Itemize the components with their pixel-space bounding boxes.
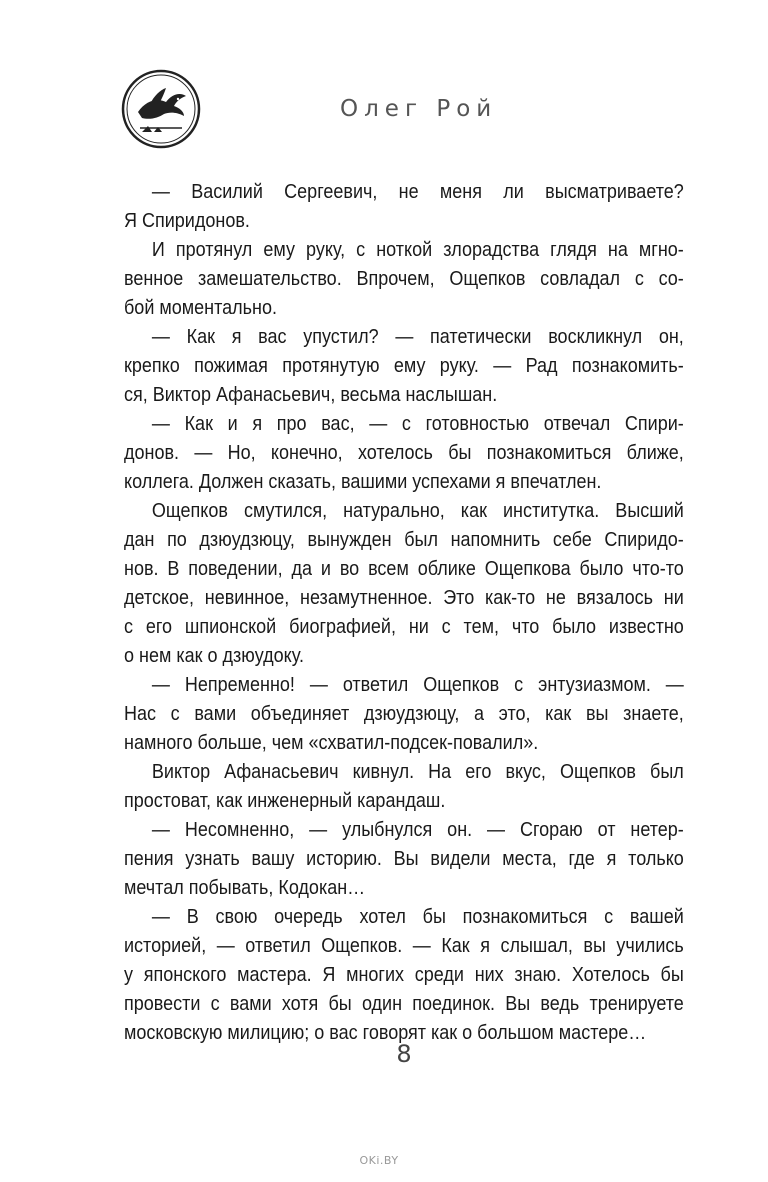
- paragraph: [124, 410, 684, 497]
- text-line: Нас с вами объединяет дзюудзюцу, а это, как вы знаете,: [124, 703, 684, 725]
- text-line: коллега. Должен сказать, вашими успехами я впечатлен.: [124, 471, 602, 493]
- text-line: Ощепков смутился, натурально, как институтка. Высший: [151, 500, 684, 522]
- paragraph: [124, 497, 684, 671]
- text-line: историей, — ответил Ощепков. — Как я слышал, вы учились: [124, 935, 684, 957]
- text-line: ся, Виктор Афанасьевич, весьма наслышан.: [124, 384, 498, 406]
- text-line: мечтал побывать, Кодокан…: [124, 877, 366, 899]
- watermark: OKi.BY: [359, 1154, 399, 1167]
- text-line: — Как и я про вас, — с готовностью отвечал Спири-: [151, 413, 684, 435]
- paragraph: [124, 671, 684, 758]
- paragraph: [124, 178, 684, 236]
- text-line: донов. — Но, конечно, хотелось бы познакомиться ближе,: [124, 442, 684, 464]
- text-line: — Как я вас упустил? — патетически воскликнул он,: [151, 326, 684, 348]
- paragraph: [124, 903, 684, 1048]
- text-line: — Несомненно, — улыбнулся он. — Сгораю от нетер-: [151, 819, 684, 841]
- paragraph: [124, 758, 684, 816]
- text-line: — В свою очередь хотел бы познакомиться с вашей: [151, 906, 684, 928]
- text-line: детское, невинное, незамутненное. Это как-то не вязалось ни: [124, 587, 684, 609]
- text-line: Виктор Афанасьевич кивнул. На его вкус, Ощепков был: [151, 761, 684, 783]
- text-line: нов. В поведении, да и во всем облике Ощепкова было что-то: [124, 558, 684, 580]
- bird-seal-icon: [120, 68, 202, 150]
- text-line: провести с вами хотя бы один поединок. Вы ведь тренируете: [124, 993, 684, 1015]
- book-text: [124, 178, 684, 1048]
- text-line: — Непременно! — ответил Ощепков с энтузиазмом. —: [151, 674, 684, 696]
- text-line: московскую милицию; о вас говорят как о большом мастере…: [124, 1022, 647, 1044]
- text-line: И протянул ему руку, с ноткой злорадства глядя на мгно-: [151, 239, 684, 261]
- text-line: у японского мастера. Я многих среди них знаю. Хотелось бы: [124, 964, 684, 986]
- text-line: с его шпионской биографией, ни с тем, что было известно: [124, 616, 684, 638]
- paragraph: [124, 236, 684, 323]
- text-line: — Василий Сергеевич, не меня ли высматриваете?: [151, 181, 684, 203]
- text-line: о нем как о дзюудоку.: [124, 645, 304, 667]
- text-line: крепко пожимая протянутую ему руку. — Рад познакомить-: [124, 355, 684, 377]
- text-line: венное замешательство. Впрочем, Ощепков совладал с со-: [124, 268, 684, 290]
- paragraph: [124, 816, 684, 903]
- text-line: Я Спиридонов.: [124, 210, 250, 232]
- paragraph: [124, 323, 684, 410]
- text-line: дан по дзюудзюцу, вынужден был напомнить себе Спиридо-: [124, 529, 684, 551]
- text-line: намного больше, чем «схватил-подсек-повалил».: [124, 732, 539, 754]
- text-line: пения узнать вашу историю. Вы видели места, где я только: [124, 848, 684, 870]
- page-number: 8: [396, 1040, 412, 1068]
- text-line: простоват, как инженерный карандаш.: [124, 790, 446, 812]
- author-name: Олег Рой: [340, 96, 498, 122]
- text-line: бой моментально.: [124, 297, 277, 319]
